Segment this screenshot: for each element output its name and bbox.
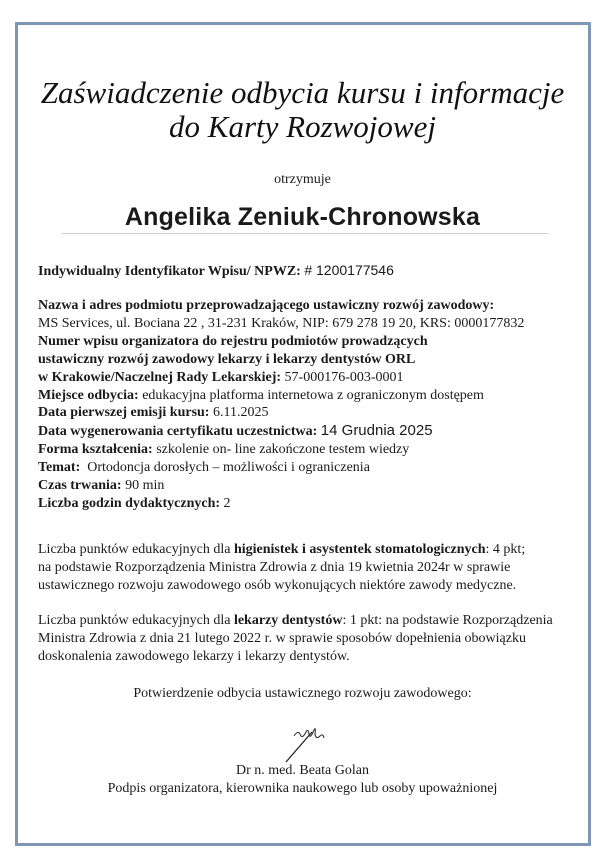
confirmation-text: Potwierdzenie odbycia ustawicznego rozwoju zawodowego: [133, 686, 472, 701]
form-value: szkolenie on- line zakończone testem wiedzy [156, 442, 410, 458]
place-value: edukacyjna platforma internetowa z ograniczonym dostępem [142, 387, 484, 403]
course-details [38, 297, 598, 513]
topic-label: Temat: [38, 460, 81, 476]
text: ustawicznego rozwoju zawodowego osób wykonujących niektóre zawody medyczne. [38, 578, 517, 593]
name-underline [62, 233, 548, 234]
recipient-name: Angelika Zeniuk-Chronowska [124, 203, 481, 231]
signer-name: Dr n. med. Beata Golan [236, 763, 369, 778]
receives-label: otrzymuje [274, 172, 331, 187]
text: doskonalenia zawodowego lekarzy i lekarzy dentystów. [38, 649, 350, 664]
certificate-title [0, 76, 605, 144]
text: : 4 pkt; [485, 542, 526, 557]
registry-label: Numer wpisu organizatora do rejestru podmiotów prowadzących [38, 333, 428, 349]
text: na podstawie Rozporządzenia Ministra Zdrowia z dnia 19 kwietnia 2024r w sprawie [38, 560, 511, 575]
generated-label: Data wygenerowania certyfikatu uczestnictwa: [38, 424, 318, 440]
points-hygienists [38, 541, 598, 595]
registry-value: 57-000176-003-0001 [284, 369, 404, 385]
generated-value: 14 Grudnia 2025 [320, 422, 433, 440]
title-line-1: Zaświadczenie odbycia kursu i informacje [40, 75, 565, 110]
first-emission-value: 6.11.2025 [212, 405, 269, 421]
text: Liczba punktów edukacyjnych dla [38, 613, 234, 628]
text: Ministra Zdrowia z dnia 21 lutego 2022 r. w sprawie sposobów dopełnienia obowiązku [38, 631, 526, 646]
npwz-value: # 1200177546 [304, 262, 394, 278]
place-label: Miejsce odbycia: [38, 387, 139, 403]
points-dentists [38, 612, 598, 666]
duration-value: 90 min [125, 478, 165, 494]
npwz-row [38, 262, 598, 281]
form-label: Forma kształcenia: [38, 442, 153, 458]
signature-caption: Podpis organizatora, kierownika naukowego lub osoby upoważnionej [107, 781, 498, 796]
org-value: MS Services, ul. Bociana 22 , 31-231 Kraków, NIP: 679 278 19 20, KRS: 0000177832 [38, 315, 525, 331]
org-label: Nazwa i adres podmiotu przeprowadzającego ustawiczny rozwój zawodowy: [38, 298, 495, 313]
handwritten-signature [282, 718, 332, 764]
hours-label: Liczba godzin dydaktycznych: [38, 495, 221, 511]
text-bold: lekarzy dentystów [233, 613, 343, 628]
registry-label: w Krakowie/Naczelnej Rady Lekarskiej: [38, 369, 282, 385]
duration-label: Czas trwania: [38, 478, 122, 494]
hours-value: 2 [223, 495, 231, 511]
title-line-2: do Karty Rozwojowej [169, 109, 436, 144]
registry-label: ustawiczny rozwój zawodowy lekarzy i lekarzy dentystów ORL [38, 351, 416, 367]
text-bold: higienistek i asystentek stomatologicznych [233, 542, 486, 557]
first-emission-label: Data pierwszej emisji kursu: [38, 405, 210, 421]
npwz-label: Indywidualny Identyfikator Wpisu/ NPWZ: [38, 264, 301, 279]
text: Liczba punktów edukacyjnych dla [38, 542, 234, 557]
text: : 1 pkt: na podstawie Rozporządzenia [342, 613, 553, 628]
topic-value: Ortodoncja dorosłych – możliwości i ograniczenia [87, 460, 370, 476]
